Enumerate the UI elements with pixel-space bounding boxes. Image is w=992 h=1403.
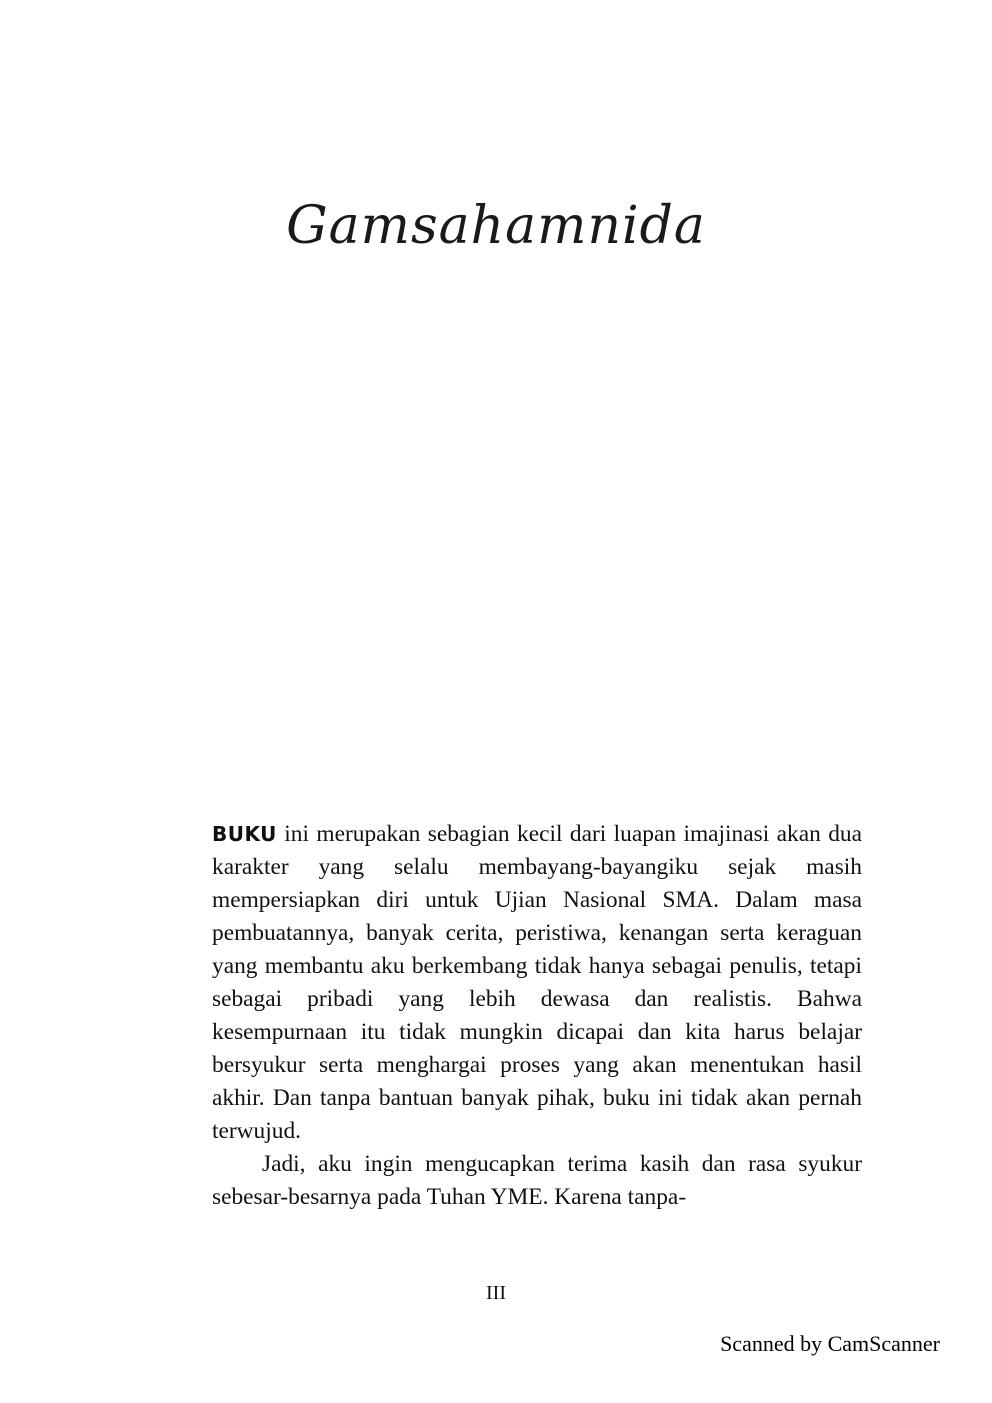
paragraph-1-text: ini merupakan sebagian kecil dari luapan imajinasi akan dua karakter yang selalu membayang-bayangiku sejak masih mempersiapkan diri untuk Ujian Nasional SMA. Dalam masa pembuatannya, banyak cerita, peristiwa, kenangan serta keraguan yang membantu aku berkembang tidak hanya sebagai penulis, tetapi sebagai pribadi yang lebih dewasa dan realistis. Bahwa kesempurnaan itu tidak mungkin dicapai dan kita harus belajar bersyukur serta menghargai proses yang akan menentukan hasil akhir. Dan tanpa bantuan banyak pihak, buku ini tidak akan pernah terwujud. [212,821,862,1144]
lead-word: BUKU [212,822,277,846]
paragraph-2: Jadi, aku ingin mengucapkan terima kasih dan rasa syukur sebesar-besarnya pada Tuhan YME. Karena tanpa- [212,1151,862,1210]
scanner-watermark: Scanned by CamScanner [720,1331,940,1356]
body-text [212,818,862,1214]
paragraph-1 [212,818,862,1148]
page-title: Gamsahamnida [286,196,706,256]
page-number: III [486,1282,506,1304]
